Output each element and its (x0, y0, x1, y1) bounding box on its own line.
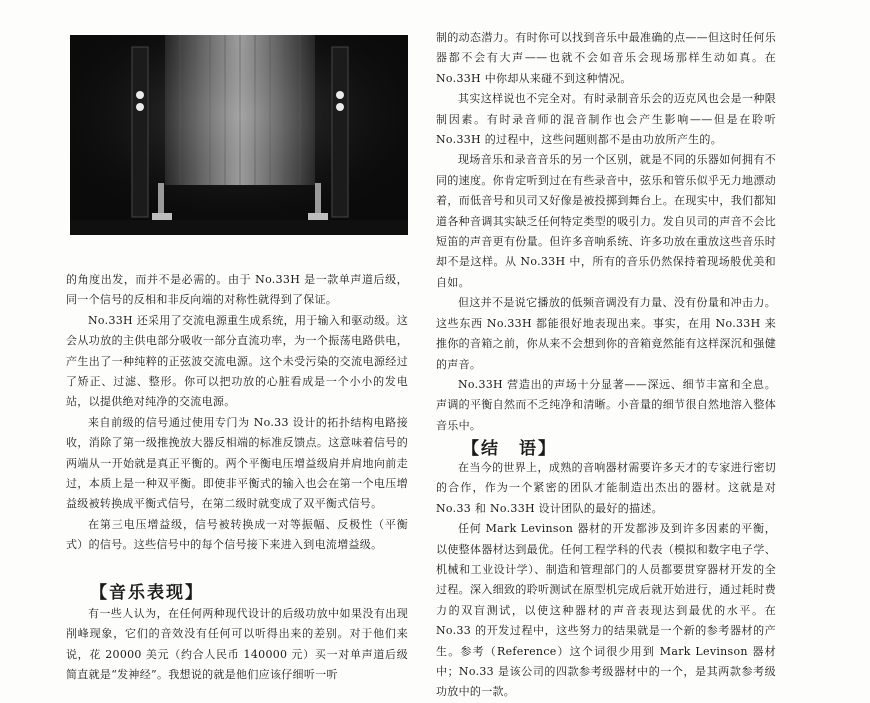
paragraph: 有一些人认为，在任何两种现代设计的后级功放中如果没有出现削峰现象，它们的音效没有任何可以听得出来的差别。对于他们来说，花 20000 美元（约合人民币 140000 元）买一对单声道后级简直就是“发神经”。我想说的就是他们应该仔细听一听 (66, 607, 408, 682)
paragraph: 制的动态潜力。有时你可以找到音乐中最准确的点——但这时任何乐器都不会有大声——也就不会如音乐会现场那样生动如真。在 No.33H 中你却从来碰不到这种情况。 (436, 31, 776, 85)
left-speaker (132, 47, 148, 217)
left-body-lower (66, 604, 408, 686)
paragraph: 在第三电压增益级，信号被转换成一对等振幅、反极性（平衡式）的信号。这些信号中的每个信号接下来进入到电流增益级。 (66, 517, 408, 552)
paragraph: 其实这样说也不完全对。有时录制音乐会的迈克风也会是一种限制因素。有时录音师的混音制作也会产生影响——但是在聆听 No.33H 的过程中，这些问题则都不是由功放所产生的。 (436, 92, 776, 147)
right-speaker (332, 47, 348, 217)
paragraph: 任何 Mark Levinson 器材的开发都涉及到许多因素的平衡，以使整体器材达到最优。任何工程学科的代表（模拟和数字电子学、机械和工业设计学）、制造和管理部门的人员都要贯穿器材开发的全过程。深入细致的聆听测试在原型机完成后就开始进行，通过耗时费力的双盲测试，以使这种器材的声音表现达到最优的水平。在 No.33 的开发过程中，这些努力的结果就是一个新的参考器材的产生。参考（Reference）这个词很少用到 Mark Levinson 器材中；No.33 是该公司的四款参考级器材中的一个，是其两款参考级功放中的一款。 (436, 522, 776, 699)
paragraph: No.33H 还采用了交流电源重生成系统，用于输入和驱动级。这会从功放的主供电部分吸收一部分直流功率，为一个振荡电路供电，产生出了一种纯粹的正弦波交流电源。这个未受污染的交流电源经过了矫正、过滤、整形。你可以把功放的心脏看成是一个小小的发电站，以提供绝对纯净的交流电源。 (66, 313, 408, 409)
section-heading-music: 【音乐表现】 (90, 583, 204, 603)
right-body-lower (436, 458, 776, 703)
left-body-upper (66, 270, 408, 556)
paragraph: 在当今的世界上，成熟的音响器材需要许多天才的专家进行密切的合作，作为一个紧密的团队才能制造出杰出的器材。这就是对 No.33 和 No.33H 设计团队的最好的描述。 (436, 461, 776, 515)
paragraph: 来自前级的信号通过使用专门为 No.33 设计的拓扑结构电路接收，消除了第一级推挽放大器反相端的标准反馈点。这意味着信号的两端从一开始就是真正平衡的。两个平衡电压增益级肩并肩地向前走过，本质上是一种双平衡。即使非平衡式的输入也会在第一个电压增益级被转换成平衡式信号，在第二级时就变成了双平衡式信号。 (66, 415, 408, 511)
photo-illustration (70, 35, 408, 235)
right-body-upper (436, 28, 776, 436)
paragraph: 但这并不是说它播放的低频音调没有力量、没有份量和冲击力。这些东西 No.33H 都能很好地表现出来。事实，在用 No.33H 来推你的音箱之前，你从来不会想到你的音箱竟然能有这样深沉和强健的声音。 (436, 296, 776, 371)
listening-room-photo (70, 35, 408, 235)
paragraph: 现场音乐和录音音乐的另一个区别，就是不同的乐器如何拥有不同的速度。你肯定听到过在有些录音中，弦乐和管乐似乎无力地漂动着，而低音号和贝司又好像是被投掷到舞台上。在现实中，我们都知道各种音调其实缺乏任何特定类型的吸引力。发自贝司的声音不会比短笛的声音更有份量。但许多音响系统、许多功放在重放这些音乐时却不是这样。从 No.33H 中，所有的音乐仍然保持着现场般优美和自如。 (436, 153, 776, 289)
section-heading-conclusion: 【结 语】 (462, 439, 557, 459)
paragraph: No.33H 营造出的声场十分显著——深远、细节丰富和全息。声调的平衡自然而不乏纯净和清晰。小音量的细节很自然地溶入整体音乐中。 (436, 377, 776, 432)
paragraph: 的角度出发，而并不是必需的。由于 No.33H 是一款单声道后级，同一个信号的反相和非反向端的对称性就得到了保证。 (66, 273, 408, 307)
